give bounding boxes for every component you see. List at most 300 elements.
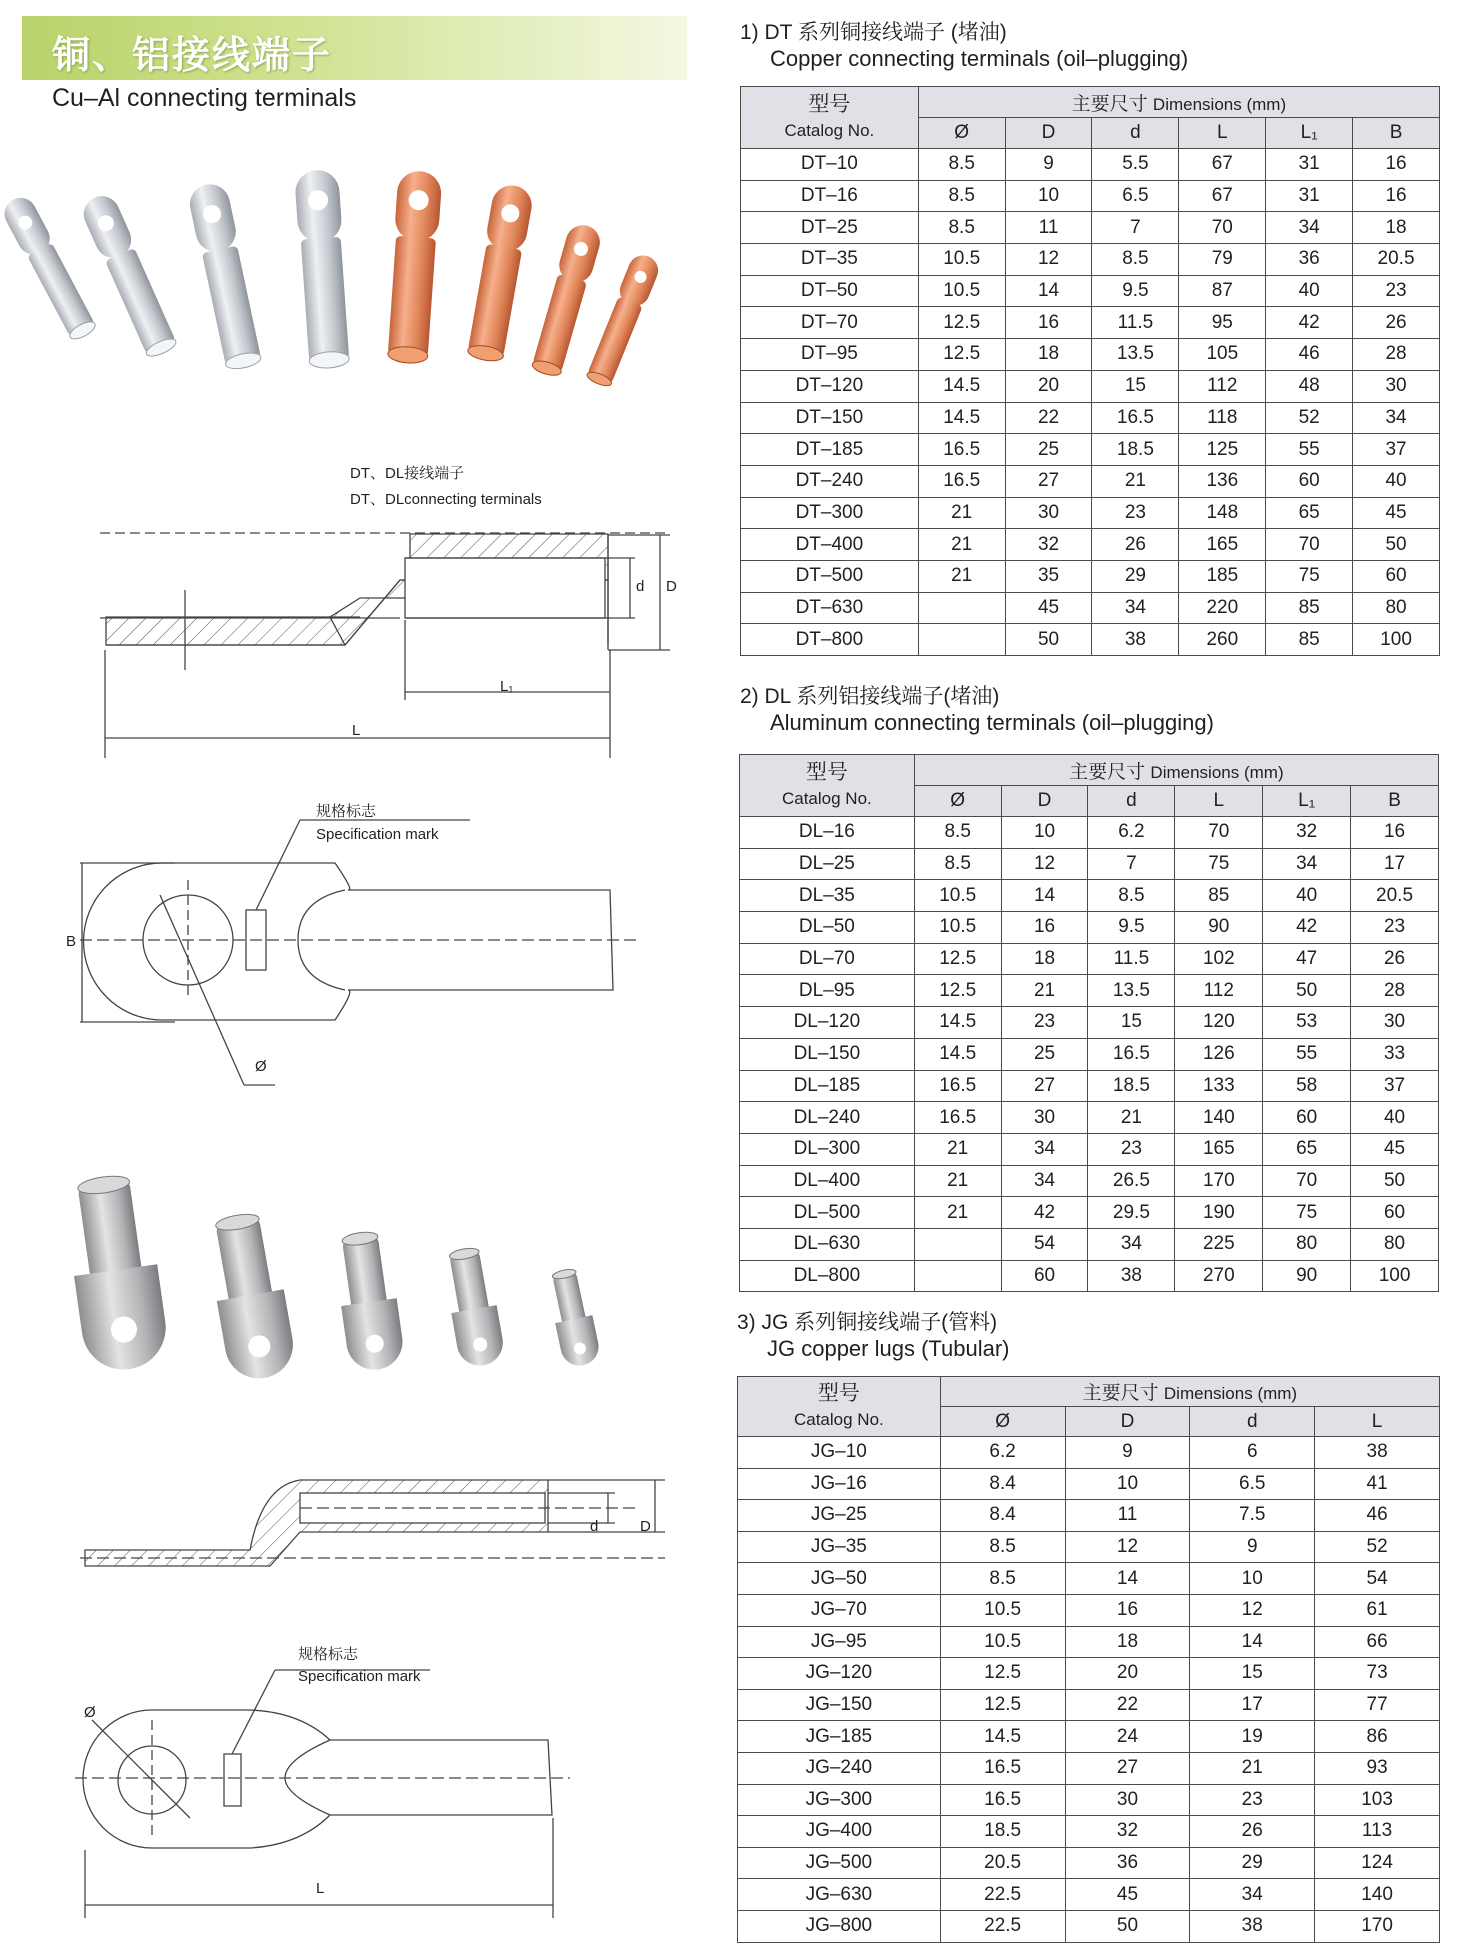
dimension-cell: 16 — [1005, 307, 1092, 339]
table-row — [740, 1260, 1439, 1292]
dimension-cell: 9 — [1005, 149, 1092, 181]
dimension-cell: 18.5 — [1092, 434, 1179, 466]
dimension-cell: 40 — [1263, 880, 1351, 912]
dimension-cell: 14 — [1005, 275, 1092, 307]
catalog-cell: DL–300 — [740, 1133, 915, 1165]
dimension-cell: 53 — [1263, 1007, 1351, 1039]
dimension-cell: 12 — [1190, 1594, 1315, 1626]
catalog-cell: JG–500 — [738, 1847, 941, 1879]
table-row — [740, 1228, 1439, 1260]
dimension-cell: 75 — [1175, 848, 1263, 880]
dimension-cell: 8.5 — [940, 1531, 1065, 1563]
dimension-cell: 190 — [1175, 1197, 1263, 1229]
dimension-cell: 77 — [1315, 1689, 1440, 1721]
dimension-cell: 15 — [1092, 370, 1179, 402]
dimension-cell: 7 — [1088, 848, 1175, 880]
col-header: L — [1175, 786, 1263, 817]
dimension-cell: 10 — [1005, 180, 1092, 212]
dimension-cell: 14.5 — [914, 1007, 1001, 1039]
dimension-cell: 50 — [1351, 1165, 1439, 1197]
page-title-cn: 铜、铝接线端子 — [52, 33, 333, 77]
dimension-cell: 90 — [1175, 912, 1263, 944]
dt-section-drawing — [100, 533, 670, 758]
table-row — [738, 1594, 1440, 1626]
dimension-cell: 16 — [1353, 180, 1440, 212]
dimension-cell: 15 — [1088, 1007, 1175, 1039]
catalog-cell: DT–300 — [741, 497, 919, 529]
dimension-cell: 21 — [914, 1165, 1001, 1197]
dim-label-phi-2: Ø — [84, 1704, 96, 1721]
dimension-cell: 170 — [1175, 1165, 1263, 1197]
dimension-cell: 8.4 — [940, 1468, 1065, 1500]
col-header: d — [1088, 786, 1175, 817]
table-row — [740, 1197, 1439, 1229]
table-row — [738, 1658, 1440, 1690]
table-row — [741, 402, 1440, 434]
table-row — [741, 370, 1440, 402]
dimension-cell: 8.4 — [940, 1500, 1065, 1532]
dimension-cell: 38 — [1088, 1260, 1175, 1292]
catalog-cell: DT–630 — [741, 592, 919, 624]
dimension-cell: 34 — [1263, 848, 1351, 880]
table-row — [738, 1626, 1440, 1658]
dimension-cell: 105 — [1179, 339, 1266, 371]
table-row — [740, 817, 1439, 849]
dimension-cell: 66 — [1315, 1626, 1440, 1658]
section-1-subtitle: Copper connecting terminals (oil–plugging) — [770, 46, 1189, 71]
dimension-cell — [914, 1228, 1001, 1260]
dimension-cell: 18 — [1065, 1626, 1190, 1658]
dimensions-header-cn: 主要尺寸 — [1071, 93, 1148, 115]
dimension-cell: 54 — [1001, 1228, 1088, 1260]
lug-copper-3 — [529, 221, 604, 378]
catalog-cell: JG–300 — [738, 1784, 941, 1816]
spec-mark-en-1: Specification mark — [316, 826, 439, 843]
catalog-cell: DT–10 — [741, 149, 919, 181]
catalog-header — [741, 87, 919, 149]
catalog-cell: JG–800 — [738, 1910, 941, 1942]
dimension-cell: 23 — [1001, 1007, 1088, 1039]
catalog-cell: JG–120 — [738, 1658, 941, 1690]
dimension-cell: 80 — [1263, 1228, 1351, 1260]
lug-photo-top — [0, 169, 663, 389]
dimension-cell: 102 — [1175, 943, 1263, 975]
col-header: Ø — [914, 786, 1001, 817]
catalog-header-cn: 型号 — [817, 1381, 860, 1405]
dimension-cell: 26 — [1351, 943, 1439, 975]
dimension-cell: 140 — [1315, 1879, 1440, 1911]
dimension-cell: 23 — [1353, 275, 1440, 307]
catalog-cell: DL–185 — [740, 1070, 915, 1102]
dimension-cell: 45 — [1353, 497, 1440, 529]
dimension-cell: 12.5 — [918, 339, 1005, 371]
dimension-cell: 260 — [1179, 624, 1266, 656]
dimension-cell: 136 — [1179, 465, 1266, 497]
table-row — [738, 1531, 1440, 1563]
dimension-cell: 79 — [1179, 244, 1266, 276]
catalog-cell: JG–10 — [738, 1437, 941, 1469]
table-row — [740, 880, 1439, 912]
jg-lug-5 — [545, 1266, 602, 1369]
dimensions-header — [940, 1377, 1439, 1407]
table-row — [741, 624, 1440, 656]
catalog-cell: JG–95 — [738, 1626, 941, 1658]
catalog-cell: JG–35 — [738, 1531, 941, 1563]
table-row — [741, 339, 1440, 371]
table-row — [738, 1752, 1440, 1784]
catalog-cell: DL–150 — [740, 1038, 915, 1070]
dimension-cell: 11.5 — [1088, 943, 1175, 975]
dimension-cell: 30 — [1351, 1007, 1439, 1039]
dim-label-D-2: D — [640, 1518, 651, 1535]
dimension-cell: 40 — [1353, 465, 1440, 497]
dimension-cell: 45 — [1351, 1133, 1439, 1165]
dimension-cell: 26 — [1190, 1816, 1315, 1848]
dimension-cell: 31 — [1266, 149, 1353, 181]
dimension-cell: 18 — [1005, 339, 1092, 371]
col-header: Ø — [918, 118, 1005, 149]
catalog-cell: DT–185 — [741, 434, 919, 466]
table-row — [738, 1689, 1440, 1721]
dimension-cell: 70 — [1175, 817, 1263, 849]
table-row — [738, 1563, 1440, 1595]
jg-spec-table — [737, 1376, 1440, 1943]
dimension-cell: 37 — [1351, 1070, 1439, 1102]
dimension-cell: 10 — [1065, 1468, 1190, 1500]
dimension-cell: 42 — [1263, 912, 1351, 944]
table-row — [741, 244, 1440, 276]
dimension-cell: 21 — [918, 560, 1005, 592]
jg-lug-4 — [441, 1245, 507, 1369]
dimension-cell: 52 — [1315, 1531, 1440, 1563]
dim-label-d: d — [636, 578, 645, 595]
dimension-cell: 15 — [1190, 1658, 1315, 1690]
dimension-cell: 32 — [1005, 529, 1092, 561]
dimension-cell: 18 — [1001, 943, 1088, 975]
catalog-cell: JG–70 — [738, 1594, 941, 1626]
catalog-cell: DL–35 — [740, 880, 915, 912]
catalog-header-cn: 型号 — [808, 92, 851, 116]
spec-mark-en-2: Specification mark — [298, 1668, 421, 1685]
dim-label-D: D — [666, 578, 677, 595]
dimension-cell: 28 — [1353, 339, 1440, 371]
dimension-cell: 20 — [1065, 1658, 1190, 1690]
dimension-cell: 42 — [1001, 1197, 1088, 1229]
catalog-cell: DL–120 — [740, 1007, 915, 1039]
dim-label-d-2: d — [590, 1518, 599, 1535]
dimension-cell: 36 — [1266, 244, 1353, 276]
catalog-cell: DT–240 — [741, 465, 919, 497]
table-row — [741, 465, 1440, 497]
dimension-cell: 20.5 — [1353, 244, 1440, 276]
dimension-cell: 12.5 — [940, 1689, 1065, 1721]
dimensions-header — [914, 755, 1438, 786]
dimension-cell: 21 — [1092, 465, 1179, 497]
dimension-cell: 60 — [1263, 1102, 1351, 1134]
dimension-cell: 12.5 — [918, 307, 1005, 339]
dimension-cell: 54 — [1315, 1563, 1440, 1595]
dimension-cell: 27 — [1065, 1752, 1190, 1784]
dimension-cell: 270 — [1175, 1260, 1263, 1292]
dimension-cell: 20.5 — [1351, 880, 1439, 912]
catalog-cell: DT–150 — [741, 402, 919, 434]
dimension-cell: 6.2 — [1088, 817, 1175, 849]
catalog-cell: JG–240 — [738, 1752, 941, 1784]
dimension-cell: 38 — [1190, 1910, 1315, 1942]
dimension-cell: 8.5 — [918, 212, 1005, 244]
dimension-cell: 46 — [1266, 339, 1353, 371]
page-title-en: Cu–Al connecting terminals — [52, 84, 357, 112]
table-row — [741, 529, 1440, 561]
dimension-cell: 93 — [1315, 1752, 1440, 1784]
dimension-cell: 14.5 — [914, 1038, 1001, 1070]
dimension-cell: 21 — [914, 1133, 1001, 1165]
dimension-cell: 67 — [1179, 149, 1266, 181]
dimension-cell: 16.5 — [940, 1784, 1065, 1816]
dimension-cell: 17 — [1351, 848, 1439, 880]
catalog-header — [738, 1377, 941, 1437]
table-row — [741, 497, 1440, 529]
dimension-cell: 103 — [1315, 1784, 1440, 1816]
dimension-cell: 12.5 — [940, 1658, 1065, 1690]
dim-label-phi-1: Ø — [255, 1058, 267, 1075]
dimension-cell: 26 — [1353, 307, 1440, 339]
dt-caption-en: DT、DLconnecting terminals — [350, 491, 542, 508]
dimension-cell: 148 — [1179, 497, 1266, 529]
col-header: D — [1065, 1407, 1190, 1437]
dimensions-header-en: Dimensions (mm) — [1152, 94, 1287, 114]
dimension-cell: 25 — [1005, 434, 1092, 466]
dimension-cell: 33 — [1351, 1038, 1439, 1070]
dimension-cell: 225 — [1175, 1228, 1263, 1260]
dimension-cell: 50 — [1065, 1910, 1190, 1942]
dimension-cell: 41 — [1315, 1468, 1440, 1500]
dimension-cell: 30 — [1005, 497, 1092, 529]
table-row — [741, 592, 1440, 624]
dimension-cell: 112 — [1175, 975, 1263, 1007]
dimension-cell: 29 — [1092, 560, 1179, 592]
dimension-cell: 16 — [1001, 912, 1088, 944]
dimension-cell: 140 — [1175, 1102, 1263, 1134]
section-3-subtitle: JG copper lugs (Tubular) — [767, 1336, 1010, 1361]
dimension-cell: 30 — [1353, 370, 1440, 402]
dimension-cell: 10.5 — [940, 1626, 1065, 1658]
dimensions-header-en: Dimensions (mm) — [1163, 1384, 1298, 1403]
dimension-cell: 100 — [1351, 1260, 1439, 1292]
dimension-cell: 22 — [1065, 1689, 1190, 1721]
dimension-cell: 27 — [1005, 465, 1092, 497]
table-row — [740, 1007, 1439, 1039]
dimension-cell: 18 — [1353, 212, 1440, 244]
table-row — [740, 1038, 1439, 1070]
dimension-cell: 23 — [1190, 1784, 1315, 1816]
catalog-cell: JG–50 — [738, 1563, 941, 1595]
section-1-title: 1) DT 系列铜接线端子 (堵油) — [740, 21, 1007, 44]
dt-plan-drawing — [80, 820, 640, 1085]
dimension-cell: 16.5 — [940, 1752, 1065, 1784]
dimension-cell: 113 — [1315, 1816, 1440, 1848]
dimension-cell: 34 — [1190, 1879, 1315, 1911]
lug-copper-2 — [465, 182, 535, 363]
dimension-cell: 67 — [1179, 180, 1266, 212]
dimension-cell: 112 — [1179, 370, 1266, 402]
dimension-cell — [918, 624, 1005, 656]
dimension-cell: 14 — [1001, 880, 1088, 912]
lug-copper-4 — [583, 251, 662, 389]
dimension-cell: 12.5 — [914, 943, 1001, 975]
dimension-cell: 13.5 — [1088, 975, 1175, 1007]
table-row — [738, 1784, 1440, 1816]
dimension-cell: 21 — [1001, 975, 1088, 1007]
dimension-cell: 20.5 — [940, 1847, 1065, 1879]
dimension-cell: 70 — [1179, 212, 1266, 244]
dimension-cell: 22.5 — [940, 1910, 1065, 1942]
dimension-cell: 19 — [1190, 1721, 1315, 1753]
dimension-cell: 12 — [1005, 244, 1092, 276]
lug-aluminum-2 — [78, 190, 180, 360]
table-row — [738, 1816, 1440, 1848]
dimension-cell: 5.5 — [1092, 149, 1179, 181]
dimension-cell: 14.5 — [918, 402, 1005, 434]
dimension-cell: 45 — [1065, 1879, 1190, 1911]
dimension-cell: 12 — [1065, 1531, 1190, 1563]
dimension-cell: 21 — [918, 529, 1005, 561]
table-row — [738, 1468, 1440, 1500]
col-header: D — [1005, 118, 1092, 149]
dimension-cell: 14 — [1190, 1626, 1315, 1658]
dimension-cell: 55 — [1266, 434, 1353, 466]
lug-aluminum-4 — [294, 169, 352, 370]
dimension-cell: 6.5 — [1092, 180, 1179, 212]
dimension-cell: 75 — [1263, 1197, 1351, 1229]
catalog-cell: DT–35 — [741, 244, 919, 276]
dimension-cell: 124 — [1315, 1847, 1440, 1879]
dimension-cell: 8.5 — [914, 848, 1001, 880]
dimension-cell: 12.5 — [914, 975, 1001, 1007]
col-header: L₁ — [1263, 786, 1351, 817]
catalog-cell: DT–400 — [741, 529, 919, 561]
catalog-cell: DT–95 — [741, 339, 919, 371]
dimension-cell: 26.5 — [1088, 1165, 1175, 1197]
dimension-cell: 8.5 — [1088, 880, 1175, 912]
catalog-cell: JG–25 — [738, 1500, 941, 1532]
dimension-cell: 27 — [1001, 1070, 1088, 1102]
dimension-cell: 52 — [1266, 402, 1353, 434]
catalog-cell: DT–25 — [741, 212, 919, 244]
dimension-cell: 125 — [1179, 434, 1266, 466]
dimension-cell: 12 — [1001, 848, 1088, 880]
dimension-cell — [918, 592, 1005, 624]
catalog-cell: DT–500 — [741, 560, 919, 592]
dimension-cell: 21 — [918, 497, 1005, 529]
catalog-header-en: Catalog No. — [784, 120, 875, 140]
dimension-cell: 16.5 — [914, 1070, 1001, 1102]
catalog-cell: DT–120 — [741, 370, 919, 402]
dimension-cell: 16.5 — [914, 1102, 1001, 1134]
dimension-cell: 170 — [1315, 1910, 1440, 1942]
dimension-cell: 20 — [1005, 370, 1092, 402]
dimension-cell: 87 — [1179, 275, 1266, 307]
dimension-cell: 220 — [1179, 592, 1266, 624]
dimension-cell: 14.5 — [940, 1721, 1065, 1753]
col-header: L — [1179, 118, 1266, 149]
dimension-cell: 80 — [1353, 592, 1440, 624]
dimension-cell: 22 — [1005, 402, 1092, 434]
dimension-cell: 8.5 — [918, 180, 1005, 212]
col-header: d — [1190, 1407, 1315, 1437]
catalog-cell: JG–16 — [738, 1468, 941, 1500]
dimension-cell: 32 — [1263, 817, 1351, 849]
dimension-cell: 6.2 — [940, 1437, 1065, 1469]
dimension-cell: 21 — [914, 1197, 1001, 1229]
table-row — [741, 275, 1440, 307]
dimension-cell: 23 — [1088, 1133, 1175, 1165]
dimension-cell: 10.5 — [914, 912, 1001, 944]
dimension-cell: 30 — [1001, 1102, 1088, 1134]
catalog-header-cn: 型号 — [805, 760, 848, 784]
dimension-cell: 16.5 — [918, 465, 1005, 497]
dimension-cell: 10.5 — [918, 244, 1005, 276]
dimension-cell: 47 — [1263, 943, 1351, 975]
dimensions-header — [918, 87, 1439, 118]
table-row — [740, 975, 1439, 1007]
catalog-header — [740, 755, 915, 817]
dimension-cell: 7 — [1092, 212, 1179, 244]
dimension-cell: 6 — [1190, 1437, 1315, 1469]
dimension-cell: 60 — [1351, 1197, 1439, 1229]
dimension-cell: 25 — [1001, 1038, 1088, 1070]
dimension-cell: 9.5 — [1088, 912, 1175, 944]
dimension-cell: 24 — [1065, 1721, 1190, 1753]
dimension-cell: 11 — [1065, 1500, 1190, 1532]
dimension-cell: 14 — [1065, 1563, 1190, 1595]
dimension-cell: 118 — [1179, 402, 1266, 434]
dimension-cell: 16 — [1351, 817, 1439, 849]
dimension-cell: 16 — [1353, 149, 1440, 181]
dimension-cell: 37 — [1353, 434, 1440, 466]
dimension-cell: 65 — [1263, 1133, 1351, 1165]
dimension-cell: 10.5 — [940, 1594, 1065, 1626]
dimension-cell: 58 — [1263, 1070, 1351, 1102]
dimension-cell: 90 — [1263, 1260, 1351, 1292]
table-row — [738, 1910, 1440, 1942]
dimension-cell — [914, 1260, 1001, 1292]
table-row — [740, 1165, 1439, 1197]
dimension-cell: 23 — [1351, 912, 1439, 944]
dimension-cell: 6.5 — [1190, 1468, 1315, 1500]
dimension-cell: 45 — [1005, 592, 1092, 624]
dimension-cell: 16.5 — [918, 434, 1005, 466]
col-header: d — [1092, 118, 1179, 149]
dimension-cell: 17 — [1190, 1689, 1315, 1721]
dimension-cell: 10.5 — [918, 275, 1005, 307]
dim-label-L-2: L — [316, 1880, 325, 1897]
dimension-cell: 100 — [1353, 624, 1440, 656]
dimension-cell: 75 — [1266, 560, 1353, 592]
spec-mark-cn-2: 规格标志 — [298, 1646, 359, 1663]
dimension-cell: 86 — [1315, 1721, 1440, 1753]
dimension-cell: 29.5 — [1088, 1197, 1175, 1229]
catalog-cell: DL–16 — [740, 817, 915, 849]
catalog-cell: DL–95 — [740, 975, 915, 1007]
dimension-cell: 30 — [1065, 1784, 1190, 1816]
dimension-cell: 133 — [1175, 1070, 1263, 1102]
jg-lug-3 — [331, 1229, 406, 1373]
col-header: L₁ — [1266, 118, 1353, 149]
dimension-cell: 23 — [1092, 497, 1179, 529]
dim-label-B: B — [66, 933, 77, 950]
dimension-cell: 50 — [1005, 624, 1092, 656]
